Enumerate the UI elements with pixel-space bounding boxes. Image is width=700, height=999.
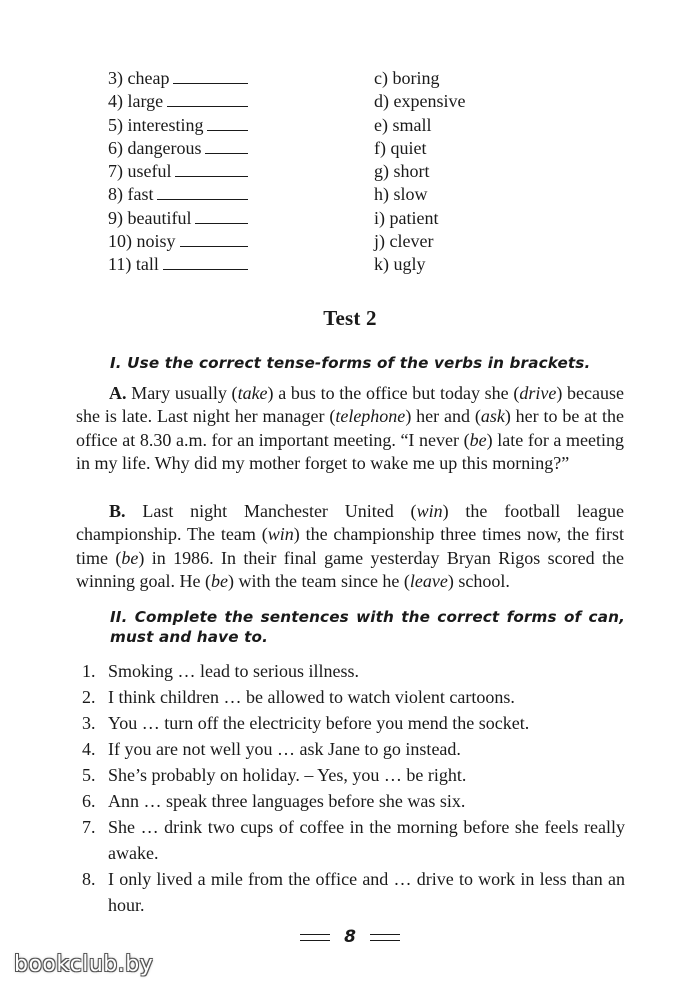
list-item — [82, 736, 625, 762]
answer-blank — [207, 116, 248, 131]
task-1-heading: I. Use the correct tense-forms of the verbs in brackets. — [110, 354, 591, 372]
matching-item-label: 5) interesting — [108, 114, 204, 135]
list-item — [82, 762, 625, 788]
item-text: You … turn off the electricity before you mend the socket. — [108, 713, 530, 733]
item-text: Smoking … lead to serious illness. — [108, 661, 359, 681]
page-number-footer — [0, 927, 700, 947]
verb-in-brackets: leave — [409, 571, 448, 592]
matching-item — [108, 253, 248, 276]
item-text: I only lived a mile from the office and … drive to work in less than an hour. — [108, 869, 625, 915]
answer-blank — [173, 69, 248, 84]
matching-option: j) clever — [374, 231, 434, 252]
answer-blank — [163, 255, 248, 270]
matching-item — [108, 137, 248, 160]
matching-option: d) expensive — [374, 91, 466, 112]
verb-in-brackets: drive — [519, 383, 557, 403]
verb-in-brackets: win — [267, 524, 294, 545]
list-item — [82, 788, 625, 814]
paragraph-a-text: A. Mary usually (take) a bus to the office but today she (drive) because she is late. Last night her manager (telephone) her and (ask) her to be at the office at 8.30 a.m. for an important meeting. “I never (be) late for a meeting in my life. Why did my mother forget to wake me up this morning?” — [76, 383, 624, 474]
matching-item — [108, 90, 248, 113]
answer-blank — [157, 185, 248, 200]
item-text: If you are not well you … ask Jane to go instead. — [108, 739, 461, 759]
item-number: 2. — [82, 687, 96, 707]
answer-blank — [180, 232, 249, 247]
list-item — [82, 814, 625, 866]
matching-option: i) patient — [374, 207, 439, 228]
paragraph-label: A. — [109, 383, 127, 403]
answer-blank — [195, 209, 248, 224]
test-title: Test 2 — [323, 306, 377, 330]
matching-item-label: 8) fast — [108, 184, 154, 205]
item-number: 3. — [82, 713, 96, 733]
item-number: 4. — [82, 739, 96, 759]
verb-in-brackets: win — [416, 501, 443, 521]
matching-item — [108, 230, 248, 253]
item-number: 1. — [82, 661, 96, 681]
item-text: She … drink two cups of coffee in the morning before she feels really awake. — [108, 817, 625, 863]
item-text: I think children … be allowed to watch violent cartoons. — [108, 687, 515, 707]
left-rule — [300, 934, 330, 941]
paragraph-b — [76, 500, 624, 594]
right-rule — [370, 934, 400, 941]
answer-blank — [167, 92, 248, 107]
verb-in-brackets: telephone — [335, 406, 406, 427]
verb-in-brackets: be — [121, 547, 139, 568]
item-number: 7. — [82, 817, 96, 837]
item-text: Ann … speak three languages before she was six. — [108, 791, 466, 811]
matching-item-label: 6) dangerous — [108, 137, 202, 158]
watermark-logo: bookclub.by — [14, 952, 154, 977]
matching-item — [108, 67, 248, 90]
list-item — [82, 684, 625, 710]
item-number: 5. — [82, 765, 96, 785]
matching-item — [108, 183, 248, 206]
matching-option: c) boring — [374, 68, 440, 88]
matching-left-column — [108, 67, 248, 277]
item-number: 8. — [82, 869, 96, 889]
verb-in-brackets: take — [237, 383, 268, 403]
matching-item — [108, 207, 248, 230]
matching-item-label: 3) cheap — [108, 68, 170, 88]
matching-item-label: 4) large — [108, 91, 164, 112]
matching-option: e) small — [374, 114, 432, 135]
list-item — [82, 866, 625, 918]
paragraph-label: B. — [109, 501, 126, 521]
matching-option: g) short — [374, 161, 430, 182]
matching-item — [108, 114, 248, 137]
page-number: 8 — [344, 927, 356, 947]
verb-in-brackets: be — [210, 571, 228, 592]
answer-blank — [205, 139, 248, 154]
verb-in-brackets: ask — [480, 406, 505, 427]
matching-option: h) slow — [374, 184, 428, 205]
task-2-heading: II. Complete the sentences with the correct forms of can, must and have to. — [110, 608, 625, 646]
item-text: She’s probably on holiday. – Yes, you … be right. — [108, 765, 467, 785]
matching-item-label: 11) tall — [108, 254, 159, 275]
list-item — [82, 710, 625, 736]
sentence-list — [82, 658, 625, 918]
paragraph-a — [76, 382, 624, 476]
matching-option: f) quiet — [374, 137, 427, 158]
answer-blank — [175, 162, 248, 177]
matching-item-label: 10) noisy — [108, 231, 176, 252]
paragraph-b-text: B. Last night Manchester United (win) the football league championship. The team (win) the championship three times now, the first time (be) in 1986. In their final game yesterday Bryan Rigos scored the winning goal. He (be) with the team since he (leave) school. — [76, 501, 624, 592]
verb-in-brackets: be — [469, 429, 487, 450]
item-number: 6. — [82, 791, 96, 811]
matching-option: k) ugly — [374, 254, 426, 275]
matching-item-label: 7) useful — [108, 161, 172, 182]
matching-right-column — [374, 67, 534, 277]
matching-item — [108, 160, 248, 183]
list-item — [82, 658, 625, 684]
matching-item-label: 9) beautiful — [108, 207, 192, 228]
